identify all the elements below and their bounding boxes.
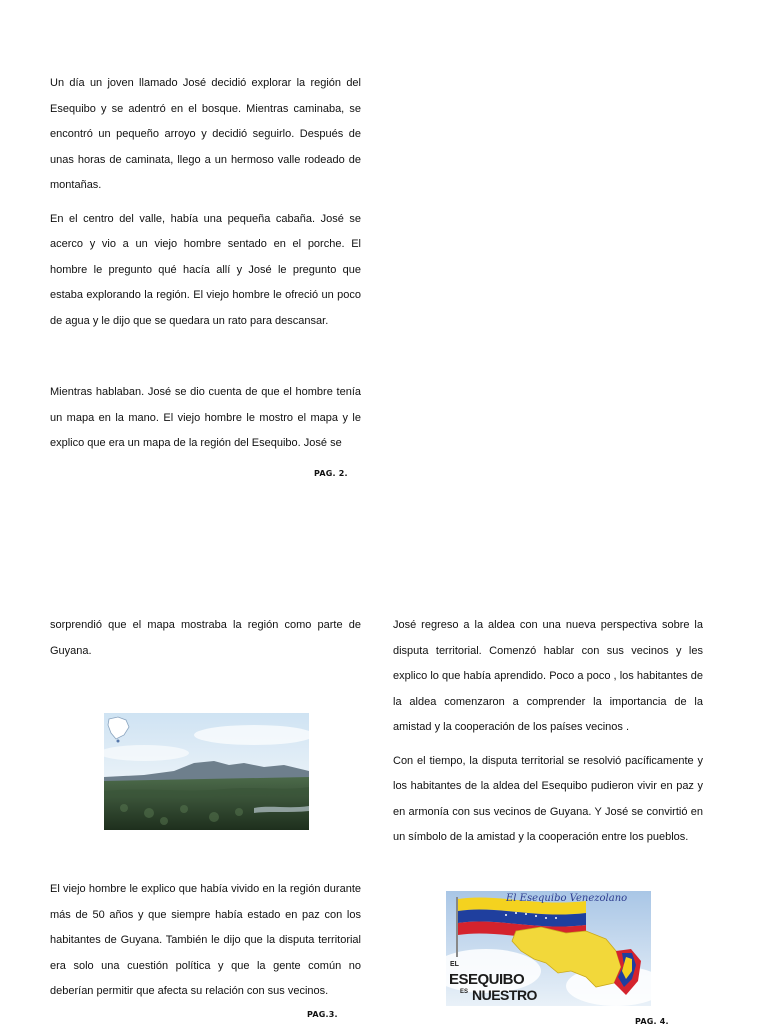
page-2-paragraph-1: Un día un joven llamado José decidió explorar la región del Esequibo y se adentró en el bosque. Mientras caminaba, se encontró un pequeño arroyo y decidió seguirlo. Después de unas horas de caminata, llego a un hermoso valle rodeado de montañas.: [50, 77, 361, 191]
page-4-paragraph-2: Con el tiempo, la disputa territorial se resolvió pacíficamente y los habitantes de la aldea del Esequibo pudieron vivir en paz y en armonía con sus vecinos de Guyana. Y José se convirtió en un símbolo de la amistad y la cooperación entre los pueblos.: [393, 754, 703, 843]
poster-word-nuestro: NUESTRO: [472, 987, 537, 1003]
page-3-number: PAG.3.: [307, 1010, 338, 1019]
page-4-paragraph-1: José regreso a la aldea con una nueva perspectiva sobre la disputa territorial. Comenzó hablar con sus vecinos y les explico lo que había aprendido. Poco a poco , los habitantes de la aldea comenzaron a comprender la importancia de la amistad y la cooperación de los países vecinos .: [393, 619, 703, 733]
page-3-paragraph-1: sorprendió que el mapa mostraba la región como parte de Guyana.: [50, 619, 361, 657]
page-4-number: PAG. 4.: [635, 1017, 669, 1026]
esequibo-es-nuestro-poster: [446, 891, 651, 1006]
page-2-paragraph-2: En el centro del valle, había una pequeña cabaña. José se acerco y vio a un viejo hombre sentado en el porche. El hombre le pregunto qué hacía allí y José le pregunto que estaba explorando la región. El viejo hombre le ofreció un poco de agua y le dijo que se quedara un rato para descansar.: [50, 212, 361, 327]
esequibo-landscape-photo: [104, 713, 309, 830]
page-2-number: PAG. 2.: [314, 469, 348, 478]
poster-word-el: EL: [450, 961, 459, 968]
page-4-text-column: [393, 613, 703, 851]
page-2-text-column: [50, 71, 361, 457]
page-2-paragraph-3: Mientras hablaban. José se dio cuenta de que el hombre tenía un mapa en la mano. El viejo hombre le mostro el mapa y le explico que era un mapa de la región del Esequibo. José se: [50, 386, 361, 449]
poster-word-esequibo: ESEQUIBO: [449, 971, 525, 988]
page-3-paragraph-2: El viejo hombre le explico que había vivido en la región durante más de 50 años y que siempre había estado en paz con los habitantes de Guyana. También le dijo que la disputa territorial era solo una cuestión política y que la gente común no deberían permitir que afecta su relación con sus vecinos.: [50, 883, 361, 997]
page-3-bottom-text: [50, 877, 361, 1005]
landscape-illustration: [104, 713, 309, 830]
poster-word-es: ES: [460, 989, 469, 995]
map-inset-icon: [106, 715, 132, 745]
poster-title: El Esequibo Venezolano: [506, 893, 628, 904]
page-3-top-text: [50, 613, 361, 664]
